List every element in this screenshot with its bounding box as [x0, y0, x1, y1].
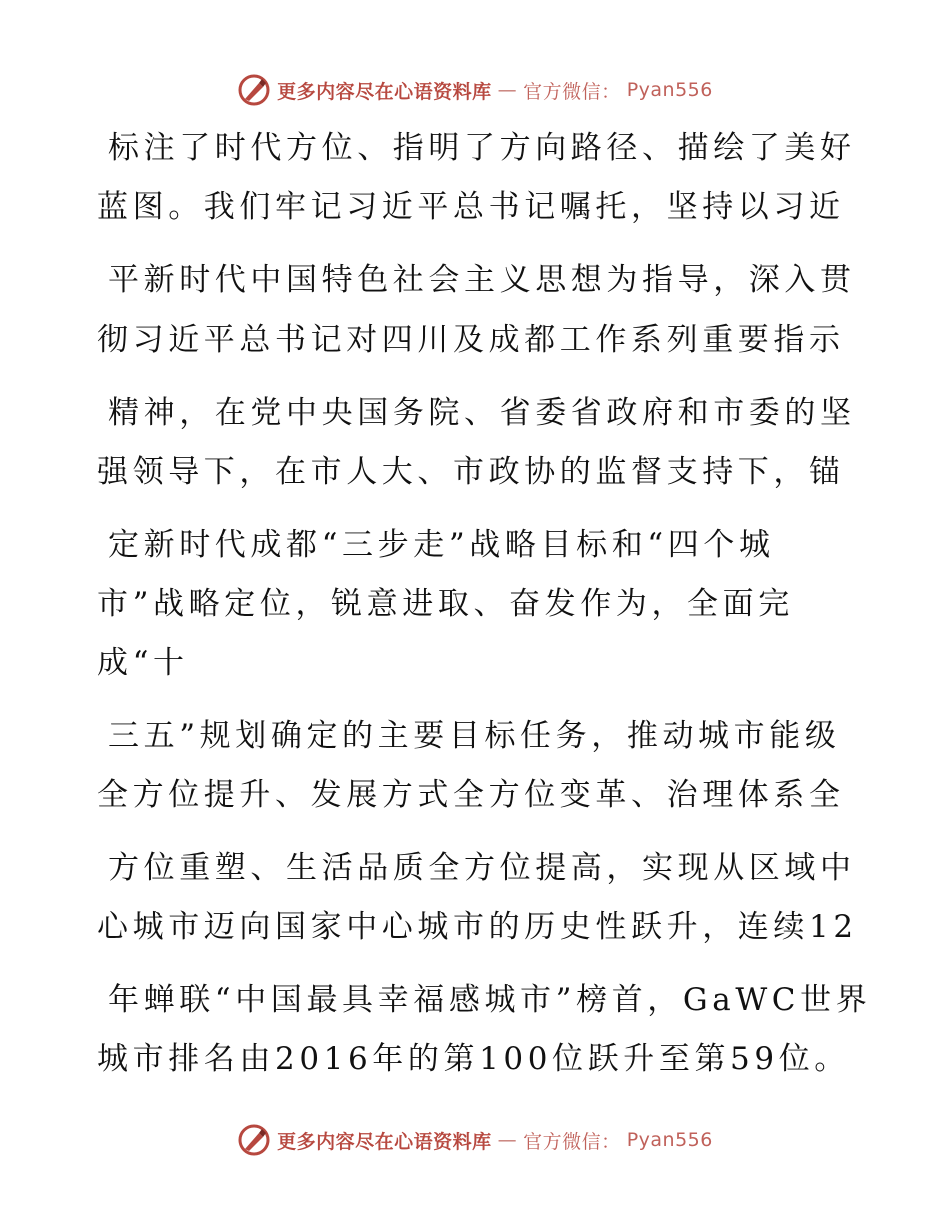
text-line: 全方位提升、发展方式全方位变革、治理体系全: [97, 777, 845, 813]
text-line: 年蝉联“中国最具幸福感城市”榜首，GaWC世界: [108, 982, 872, 1018]
text-line: 精神，在党中央国务院、省委省政府和市委的坚: [108, 395, 856, 431]
text-line: 蓝图。我们牢记习近平总书记嘱托，坚持以习近: [97, 189, 845, 225]
watermark-main-text: 更多内容尽在心语资料库: [277, 1130, 492, 1153]
watermark-separator: —: [497, 1129, 518, 1151]
text-line: 方位重塑、生活品质全方位提高，实现从区域中: [108, 850, 856, 886]
text-line: 彻习近平总书记对四川及成都工作系列重要指示: [97, 322, 845, 358]
text-line: 标注了时代方位、指明了方向路径、描绘了美好: [108, 130, 856, 166]
text-line: 强领导下，在市人大、市政协的监督支持下，锚: [97, 454, 845, 490]
text-line: 平新时代中国特色社会主义思想为指导，深入贯: [108, 262, 856, 298]
watermark-footer: [0, 1120, 950, 1160]
watermark-separator: —: [497, 79, 518, 101]
watermark-main-text: 更多内容尽在心语资料库: [277, 80, 492, 103]
pen-logo-icon: [237, 1123, 271, 1157]
text-line: 心城市迈向国家中心城市的历史性跃升，连续12: [97, 909, 858, 945]
watermark-handle: Pyan556: [626, 79, 713, 101]
text-line: 市”战略定位，锐意进取、奋发作为，全面完: [97, 586, 794, 622]
text-line: 城市排名由2016年的第100位跃升至第59位。: [97, 1041, 850, 1077]
watermark-wechat-label: 官方微信：: [523, 1130, 621, 1153]
watermark-wechat-label: 官方微信：: [523, 80, 621, 103]
watermark-handle: Pyan556: [626, 1129, 713, 1151]
text-line: 定新时代成都“三步走”战略目标和“四个城: [108, 527, 775, 563]
text-line: 三五”规划确定的主要目标任务，推动城市能级: [108, 718, 841, 754]
text-line: 成“十: [97, 645, 189, 681]
